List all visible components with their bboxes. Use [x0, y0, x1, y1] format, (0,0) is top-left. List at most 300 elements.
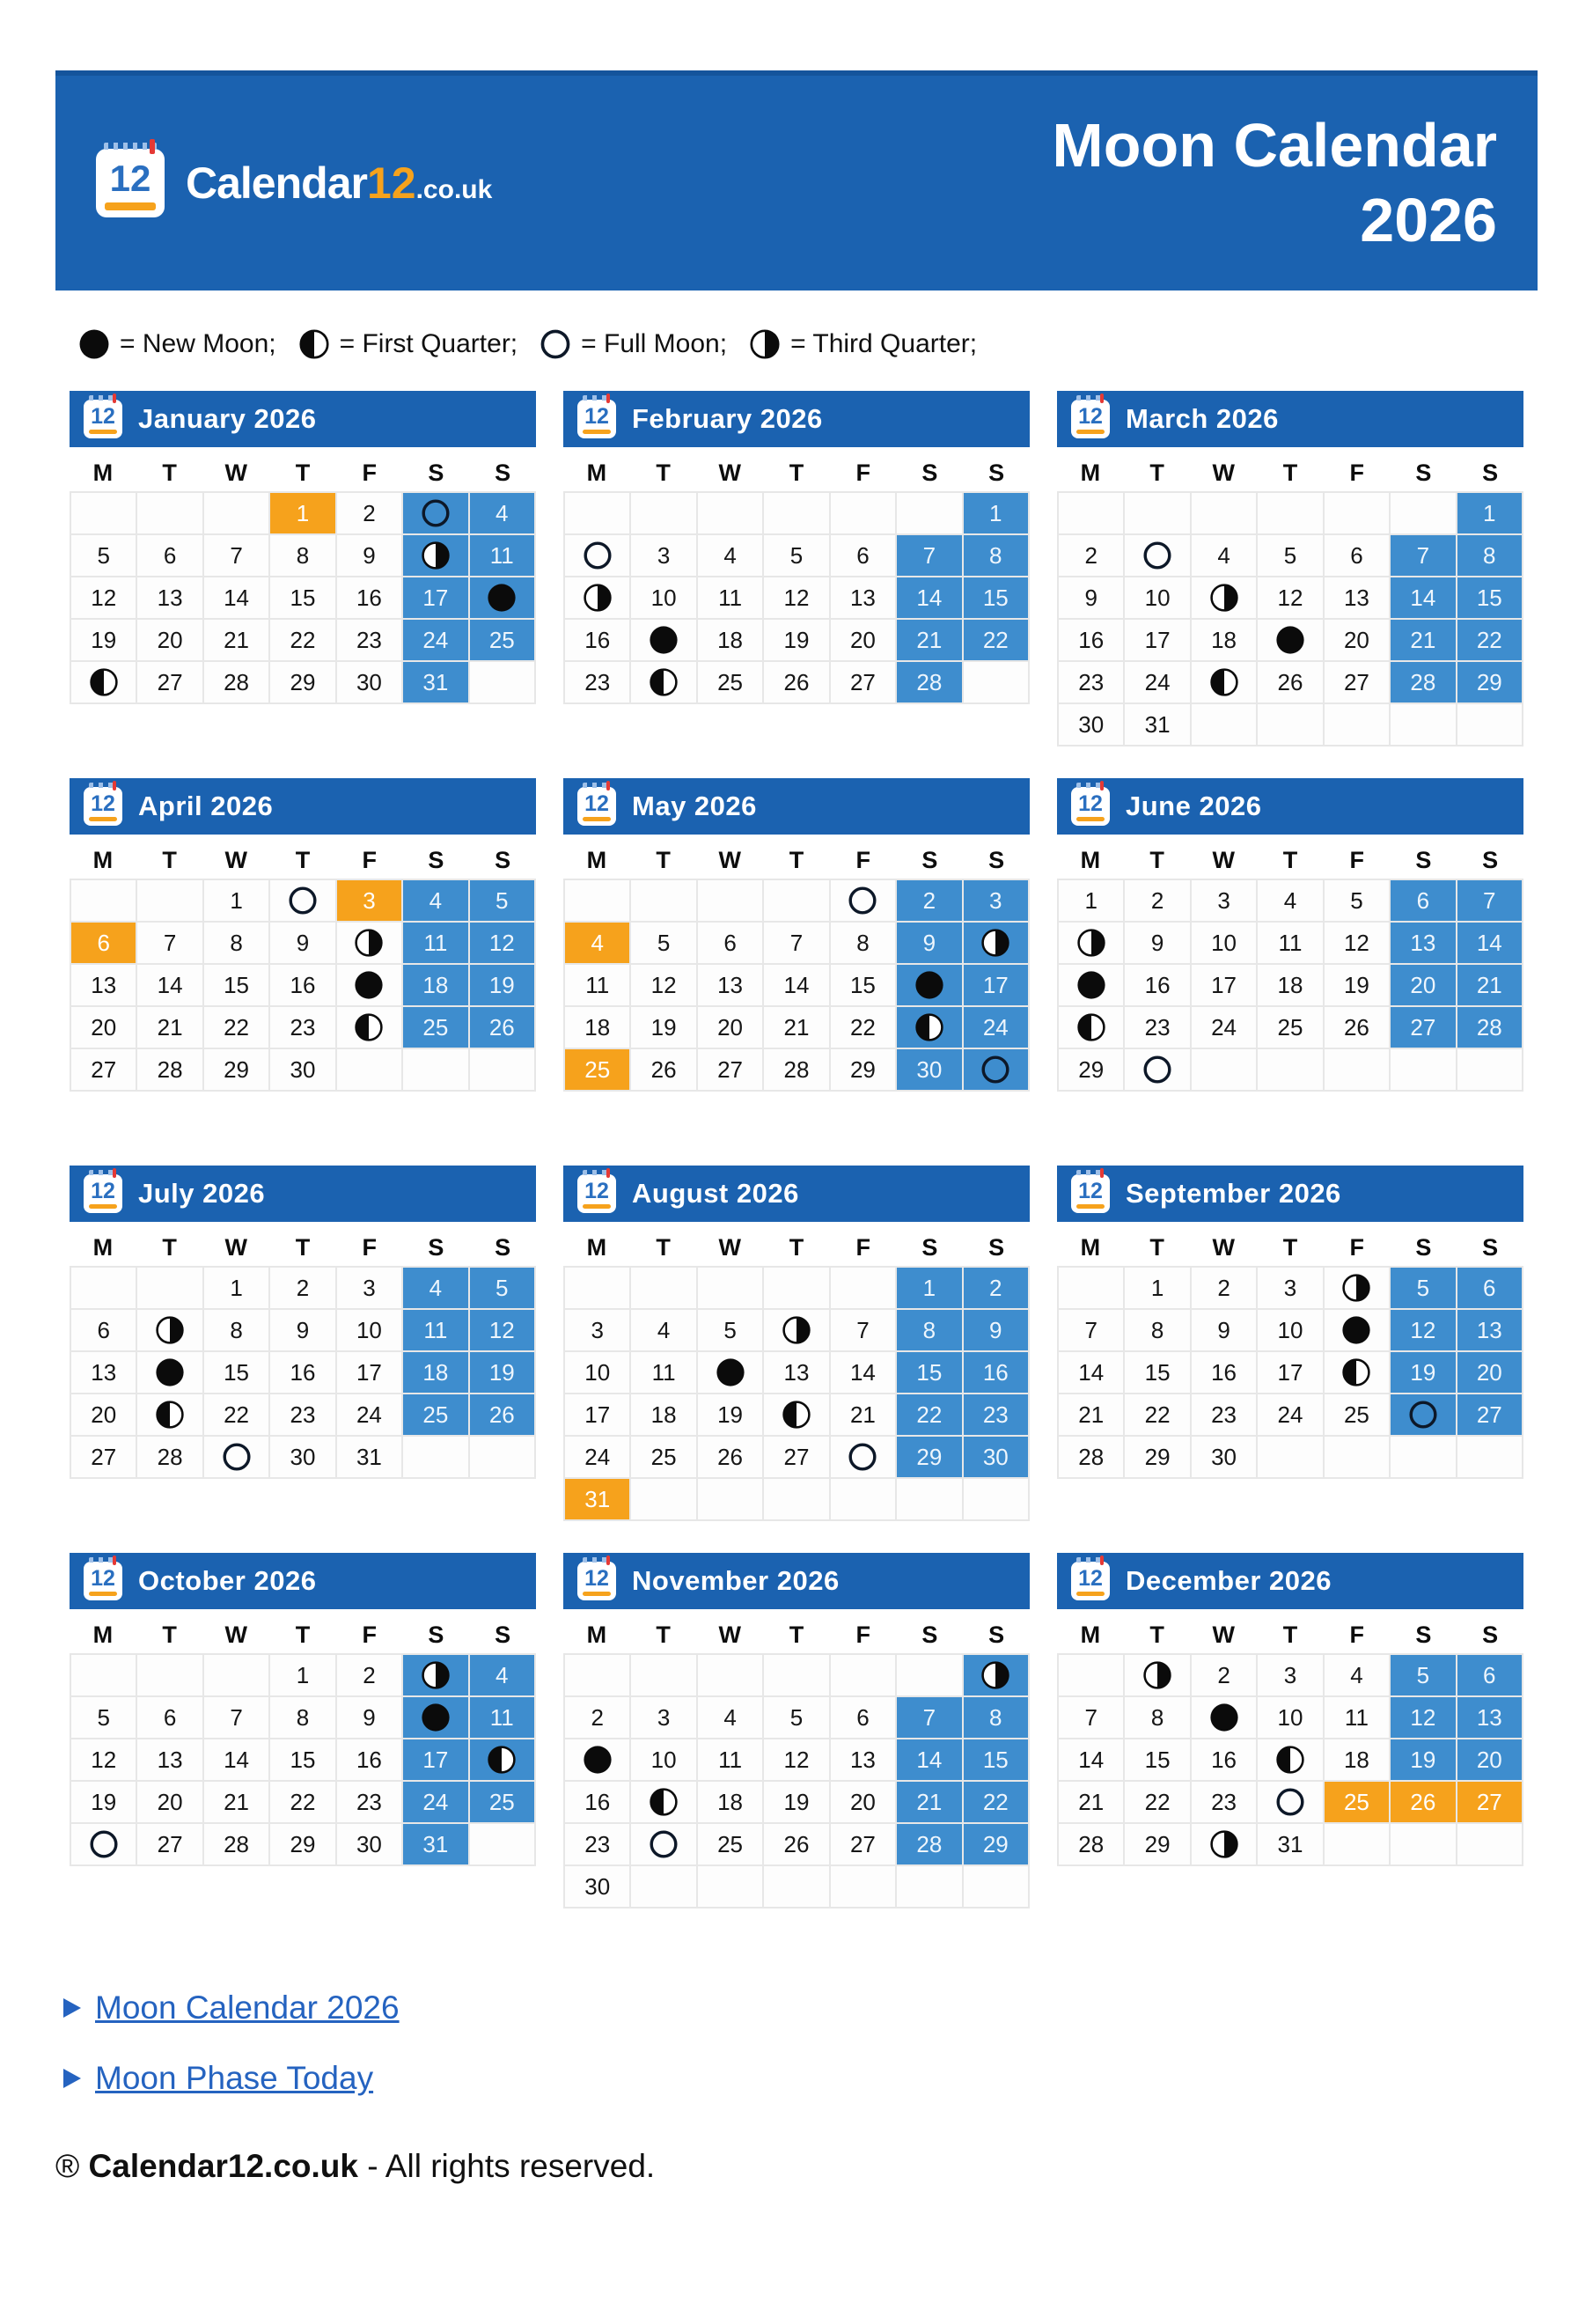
day-cell[interactable]: 27: [137, 662, 202, 702]
day-cell[interactable]: 9: [964, 1310, 1028, 1350]
day-cell[interactable]: 10: [1125, 577, 1189, 618]
day-cell[interactable]: 29: [831, 1049, 895, 1090]
day-cell[interactable]: 30: [337, 662, 401, 702]
third-moon-day-cell[interactable]: [1125, 1655, 1189, 1695]
day-cell[interactable]: 22: [204, 1007, 268, 1048]
day-cell[interactable]: 10: [565, 1352, 629, 1393]
new-moon-day-cell[interactable]: [403, 1697, 467, 1738]
day-cell[interactable]: 5: [71, 1697, 136, 1738]
day-cell[interactable]: 20: [137, 620, 202, 660]
new-moon-day-cell[interactable]: [1258, 620, 1322, 660]
day-cell[interactable]: 13: [71, 965, 136, 1005]
day-cell[interactable]: 13: [137, 1739, 202, 1780]
day-cell[interactable]: 6: [1457, 1655, 1522, 1695]
day-cell[interactable]: 8: [897, 1310, 961, 1350]
day-cell[interactable]: 6: [1325, 535, 1389, 576]
day-cell[interactable]: 21: [204, 1782, 268, 1822]
day-cell[interactable]: 29: [964, 1824, 1028, 1864]
day-cell[interactable]: 16: [1125, 965, 1189, 1005]
day-cell[interactable]: 16: [270, 1352, 334, 1393]
day-cell[interactable]: 1: [204, 880, 268, 921]
day-cell[interactable]: 26: [631, 1049, 695, 1090]
day-cell[interactable]: 3: [631, 535, 695, 576]
day-cell[interactable]: 28: [897, 1824, 961, 1864]
day-cell[interactable]: 30: [270, 1049, 334, 1090]
day-cell[interactable]: 13: [71, 1352, 136, 1393]
day-cell[interactable]: 18: [1258, 965, 1322, 1005]
day-cell[interactable]: 23: [270, 1394, 334, 1435]
day-cell[interactable]: 10: [1258, 1310, 1322, 1350]
day-cell[interactable]: 22: [831, 1007, 895, 1048]
third-moon-day-cell[interactable]: [1325, 1268, 1389, 1308]
day-cell[interactable]: 8: [964, 535, 1028, 576]
day-cell[interactable]: 26: [698, 1437, 762, 1477]
day-cell[interactable]: 27: [764, 1437, 828, 1477]
day-cell[interactable]: 21: [897, 620, 961, 660]
day-cell[interactable]: 18: [698, 1782, 762, 1822]
day-cell[interactable]: 8: [270, 535, 334, 576]
third-moon-day-cell[interactable]: [1059, 923, 1123, 963]
day-cell[interactable]: 7: [204, 535, 268, 576]
day-cell[interactable]: 16: [1192, 1739, 1256, 1780]
day-cell[interactable]: 28: [764, 1049, 828, 1090]
day-cell[interactable]: 11: [470, 535, 534, 576]
footer-link[interactable]: Moon Calendar 2026: [95, 1989, 400, 2026]
day-cell[interactable]: 4: [698, 1697, 762, 1738]
day-cell[interactable]: 9: [1192, 1310, 1256, 1350]
day-cell[interactable]: 4: [403, 880, 467, 921]
day-cell[interactable]: 26: [764, 662, 828, 702]
day-cell[interactable]: 23: [1059, 662, 1123, 702]
day-cell[interactable]: 19: [1391, 1739, 1455, 1780]
day-cell[interactable]: 23: [565, 1824, 629, 1864]
day-cell[interactable]: 9: [337, 535, 401, 576]
day-cell[interactable]: 9: [270, 923, 334, 963]
day-cell[interactable]: 1: [1457, 493, 1522, 533]
day-cell[interactable]: 29: [1125, 1824, 1189, 1864]
day-cell[interactable]: 6: [831, 1697, 895, 1738]
day-cell[interactable]: 5: [470, 880, 534, 921]
third-moon-day-cell[interactable]: [565, 577, 629, 618]
day-cell[interactable]: 24: [565, 1437, 629, 1477]
day-cell[interactable]: 17: [1258, 1352, 1322, 1393]
day-cell[interactable]: 2: [337, 493, 401, 533]
day-cell[interactable]: 2: [1125, 880, 1189, 921]
day-cell[interactable]: 21: [137, 1007, 202, 1048]
day-cell[interactable]: 11: [403, 923, 467, 963]
day-cell[interactable]: 4: [565, 923, 629, 963]
day-cell[interactable]: 22: [270, 620, 334, 660]
day-cell[interactable]: 7: [1391, 535, 1455, 576]
day-cell[interactable]: 30: [964, 1437, 1028, 1477]
day-cell[interactable]: 7: [764, 923, 828, 963]
day-cell[interactable]: 4: [1258, 880, 1322, 921]
day-cell[interactable]: 20: [1391, 965, 1455, 1005]
day-cell[interactable]: 23: [1192, 1782, 1256, 1822]
day-cell[interactable]: 25: [698, 1824, 762, 1864]
day-cell[interactable]: 19: [470, 965, 534, 1005]
day-cell[interactable]: 7: [897, 1697, 961, 1738]
day-cell[interactable]: 27: [1391, 1007, 1455, 1048]
first-moon-day-cell[interactable]: [1059, 1007, 1123, 1048]
day-cell[interactable]: 15: [831, 965, 895, 1005]
new-moon-day-cell[interactable]: [470, 577, 534, 618]
day-cell[interactable]: 31: [403, 1824, 467, 1864]
day-cell[interactable]: 4: [1325, 1655, 1389, 1695]
day-cell[interactable]: 30: [1059, 704, 1123, 745]
day-cell[interactable]: 13: [137, 577, 202, 618]
day-cell[interactable]: 5: [71, 535, 136, 576]
day-cell[interactable]: 15: [964, 577, 1028, 618]
day-cell[interactable]: 27: [831, 662, 895, 702]
day-cell[interactable]: 5: [764, 535, 828, 576]
day-cell[interactable]: 29: [1125, 1437, 1189, 1477]
day-cell[interactable]: 7: [204, 1697, 268, 1738]
full-moon-day-cell[interactable]: [1258, 1782, 1322, 1822]
day-cell[interactable]: 19: [631, 1007, 695, 1048]
day-cell[interactable]: 1: [964, 493, 1028, 533]
day-cell[interactable]: 2: [897, 880, 961, 921]
day-cell[interactable]: 7: [897, 535, 961, 576]
day-cell[interactable]: 21: [1391, 620, 1455, 660]
day-cell[interactable]: 8: [270, 1697, 334, 1738]
day-cell[interactable]: 26: [470, 1394, 534, 1435]
day-cell[interactable]: 24: [403, 620, 467, 660]
day-cell[interactable]: 12: [764, 577, 828, 618]
day-cell[interactable]: 2: [1192, 1268, 1256, 1308]
new-moon-day-cell[interactable]: [1325, 1310, 1389, 1350]
full-moon-day-cell[interactable]: [1125, 1049, 1189, 1090]
day-cell[interactable]: 19: [764, 1782, 828, 1822]
day-cell[interactable]: 27: [71, 1049, 136, 1090]
day-cell[interactable]: 15: [897, 1352, 961, 1393]
full-moon-day-cell[interactable]: [403, 493, 467, 533]
day-cell[interactable]: 12: [1258, 577, 1322, 618]
day-cell[interactable]: 23: [565, 662, 629, 702]
day-cell[interactable]: 24: [1192, 1007, 1256, 1048]
day-cell[interactable]: 18: [403, 1352, 467, 1393]
day-cell[interactable]: 27: [137, 1824, 202, 1864]
day-cell[interactable]: 18: [403, 965, 467, 1005]
day-cell[interactable]: 23: [964, 1394, 1028, 1435]
day-cell[interactable]: 20: [698, 1007, 762, 1048]
day-cell[interactable]: 20: [71, 1007, 136, 1048]
day-cell[interactable]: 15: [204, 965, 268, 1005]
day-cell[interactable]: 15: [270, 577, 334, 618]
day-cell[interactable]: 16: [964, 1352, 1028, 1393]
day-cell[interactable]: 9: [337, 1697, 401, 1738]
footer-link[interactable]: Moon Phase Today: [95, 2060, 374, 2096]
day-cell[interactable]: 22: [1125, 1394, 1189, 1435]
day-cell[interactable]: 15: [1125, 1739, 1189, 1780]
day-cell[interactable]: 6: [137, 1697, 202, 1738]
first-moon-day-cell[interactable]: [470, 1739, 534, 1780]
day-cell[interactable]: 6: [71, 1310, 136, 1350]
new-moon-day-cell[interactable]: [698, 1352, 762, 1393]
day-cell[interactable]: 13: [831, 577, 895, 618]
full-moon-day-cell[interactable]: [964, 1049, 1028, 1090]
day-cell[interactable]: 12: [470, 1310, 534, 1350]
day-cell[interactable]: 14: [897, 1739, 961, 1780]
full-moon-day-cell[interactable]: [1391, 1394, 1455, 1435]
day-cell[interactable]: 23: [1125, 1007, 1189, 1048]
day-cell[interactable]: 25: [403, 1394, 467, 1435]
new-moon-day-cell[interactable]: [137, 1352, 202, 1393]
day-cell[interactable]: 10: [631, 577, 695, 618]
day-cell[interactable]: 3: [337, 1268, 401, 1308]
day-cell[interactable]: 30: [897, 1049, 961, 1090]
day-cell[interactable]: 21: [1059, 1782, 1123, 1822]
third-moon-day-cell[interactable]: [964, 1655, 1028, 1695]
day-cell[interactable]: 25: [403, 1007, 467, 1048]
new-moon-day-cell[interactable]: [1059, 965, 1123, 1005]
day-cell[interactable]: 26: [764, 1824, 828, 1864]
day-cell[interactable]: 16: [1059, 620, 1123, 660]
day-cell[interactable]: 12: [764, 1739, 828, 1780]
day-cell[interactable]: 29: [1457, 662, 1522, 702]
third-moon-day-cell[interactable]: [403, 535, 467, 576]
full-moon-day-cell[interactable]: [71, 1824, 136, 1864]
day-cell[interactable]: 20: [1457, 1352, 1522, 1393]
day-cell[interactable]: 12: [71, 577, 136, 618]
day-cell[interactable]: 1: [270, 493, 334, 533]
day-cell[interactable]: 22: [1125, 1782, 1189, 1822]
day-cell[interactable]: 22: [1457, 620, 1522, 660]
day-cell[interactable]: 23: [337, 1782, 401, 1822]
day-cell[interactable]: 18: [1192, 620, 1256, 660]
day-cell[interactable]: 23: [270, 1007, 334, 1048]
day-cell[interactable]: 5: [698, 1310, 762, 1350]
day-cell[interactable]: 9: [897, 923, 961, 963]
day-cell[interactable]: 5: [470, 1268, 534, 1308]
day-cell[interactable]: 14: [897, 577, 961, 618]
day-cell[interactable]: 11: [1258, 923, 1322, 963]
day-cell[interactable]: 4: [470, 1655, 534, 1695]
day-cell[interactable]: 11: [631, 1352, 695, 1393]
day-cell[interactable]: 8: [204, 923, 268, 963]
day-cell[interactable]: 7: [137, 923, 202, 963]
day-cell[interactable]: 16: [337, 577, 401, 618]
day-cell[interactable]: 26: [470, 1007, 534, 1048]
day-cell[interactable]: 31: [337, 1437, 401, 1477]
day-cell[interactable]: 20: [71, 1394, 136, 1435]
third-moon-day-cell[interactable]: [137, 1310, 202, 1350]
day-cell[interactable]: 7: [1457, 880, 1522, 921]
day-cell[interactable]: 21: [1059, 1394, 1123, 1435]
day-cell[interactable]: 4: [698, 535, 762, 576]
first-moon-day-cell[interactable]: [631, 662, 695, 702]
day-cell[interactable]: 17: [565, 1394, 629, 1435]
third-moon-day-cell[interactable]: [764, 1310, 828, 1350]
day-cell[interactable]: 22: [897, 1394, 961, 1435]
day-cell[interactable]: 22: [964, 620, 1028, 660]
day-cell[interactable]: 20: [137, 1782, 202, 1822]
first-moon-day-cell[interactable]: [1325, 1352, 1389, 1393]
day-cell[interactable]: 3: [1258, 1268, 1322, 1308]
day-cell[interactable]: 30: [565, 1866, 629, 1907]
third-moon-day-cell[interactable]: [337, 923, 401, 963]
day-cell[interactable]: 28: [137, 1437, 202, 1477]
day-cell[interactable]: 16: [565, 1782, 629, 1822]
day-cell[interactable]: 2: [337, 1655, 401, 1695]
day-cell[interactable]: 31: [1125, 704, 1189, 745]
day-cell[interactable]: 18: [631, 1394, 695, 1435]
third-moon-day-cell[interactable]: [964, 923, 1028, 963]
day-cell[interactable]: 13: [1457, 1310, 1522, 1350]
full-moon-day-cell[interactable]: [831, 1437, 895, 1477]
day-cell[interactable]: 17: [1125, 620, 1189, 660]
day-cell[interactable]: 4: [470, 493, 534, 533]
day-cell[interactable]: 6: [698, 923, 762, 963]
day-cell[interactable]: 31: [403, 662, 467, 702]
day-cell[interactable]: 27: [1457, 1782, 1522, 1822]
day-cell[interactable]: 27: [71, 1437, 136, 1477]
day-cell[interactable]: 9: [1125, 923, 1189, 963]
day-cell[interactable]: 28: [137, 1049, 202, 1090]
day-cell[interactable]: 12: [1391, 1310, 1455, 1350]
day-cell[interactable]: 10: [337, 1310, 401, 1350]
day-cell[interactable]: 12: [1325, 923, 1389, 963]
day-cell[interactable]: 19: [764, 620, 828, 660]
day-cell[interactable]: 12: [631, 965, 695, 1005]
day-cell[interactable]: 22: [270, 1782, 334, 1822]
day-cell[interactable]: 3: [1192, 880, 1256, 921]
day-cell[interactable]: 9: [270, 1310, 334, 1350]
day-cell[interactable]: 26: [1391, 1782, 1455, 1822]
day-cell[interactable]: 21: [1457, 965, 1522, 1005]
day-cell[interactable]: 27: [698, 1049, 762, 1090]
day-cell[interactable]: 28: [1457, 1007, 1522, 1048]
first-moon-day-cell[interactable]: [631, 1782, 695, 1822]
day-cell[interactable]: 13: [1325, 577, 1389, 618]
day-cell[interactable]: 18: [698, 620, 762, 660]
day-cell[interactable]: 26: [1325, 1007, 1389, 1048]
third-moon-day-cell[interactable]: [1192, 577, 1256, 618]
day-cell[interactable]: 14: [831, 1352, 895, 1393]
day-cell[interactable]: 29: [1059, 1049, 1123, 1090]
day-cell[interactable]: 7: [1059, 1697, 1123, 1738]
day-cell[interactable]: 4: [631, 1310, 695, 1350]
day-cell[interactable]: 11: [1325, 1697, 1389, 1738]
day-cell[interactable]: 20: [1325, 620, 1389, 660]
day-cell[interactable]: 2: [964, 1268, 1028, 1308]
first-moon-day-cell[interactable]: [1192, 662, 1256, 702]
day-cell[interactable]: 12: [470, 923, 534, 963]
day-cell[interactable]: 13: [831, 1739, 895, 1780]
new-moon-day-cell[interactable]: [1192, 1697, 1256, 1738]
day-cell[interactable]: 5: [631, 923, 695, 963]
day-cell[interactable]: 18: [565, 1007, 629, 1048]
third-moon-day-cell[interactable]: [1192, 1824, 1256, 1864]
day-cell[interactable]: 4: [1192, 535, 1256, 576]
full-moon-day-cell[interactable]: [1125, 535, 1189, 576]
day-cell[interactable]: 22: [964, 1782, 1028, 1822]
day-cell[interactable]: 7: [1059, 1310, 1123, 1350]
full-moon-day-cell[interactable]: [204, 1437, 268, 1477]
day-cell[interactable]: 15: [270, 1739, 334, 1780]
day-cell[interactable]: 14: [1457, 923, 1522, 963]
day-cell[interactable]: 11: [698, 577, 762, 618]
day-cell[interactable]: 16: [337, 1739, 401, 1780]
day-cell[interactable]: 5: [1325, 880, 1389, 921]
day-cell[interactable]: 5: [764, 1697, 828, 1738]
day-cell[interactable]: 14: [204, 1739, 268, 1780]
day-cell[interactable]: 8: [831, 923, 895, 963]
day-cell[interactable]: 14: [1059, 1352, 1123, 1393]
day-cell[interactable]: 7: [831, 1310, 895, 1350]
day-cell[interactable]: 21: [831, 1394, 895, 1435]
day-cell[interactable]: 25: [1325, 1394, 1389, 1435]
day-cell[interactable]: 1: [270, 1655, 334, 1695]
day-cell[interactable]: 20: [831, 620, 895, 660]
day-cell[interactable]: 30: [1192, 1437, 1256, 1477]
day-cell[interactable]: 11: [698, 1739, 762, 1780]
day-cell[interactable]: 29: [270, 1824, 334, 1864]
day-cell[interactable]: 25: [1258, 1007, 1322, 1048]
day-cell[interactable]: 8: [1125, 1310, 1189, 1350]
new-moon-day-cell[interactable]: [897, 965, 961, 1005]
day-cell[interactable]: 5: [1391, 1268, 1455, 1308]
day-cell[interactable]: 8: [1125, 1697, 1189, 1738]
day-cell[interactable]: 24: [403, 1782, 467, 1822]
day-cell[interactable]: 3: [964, 880, 1028, 921]
day-cell[interactable]: 29: [897, 1437, 961, 1477]
full-moon-day-cell[interactable]: [631, 1824, 695, 1864]
third-moon-day-cell[interactable]: [403, 1655, 467, 1695]
day-cell[interactable]: 1: [204, 1268, 268, 1308]
day-cell[interactable]: 28: [1059, 1437, 1123, 1477]
full-moon-day-cell[interactable]: [565, 535, 629, 576]
day-cell[interactable]: 27: [1457, 1394, 1522, 1435]
day-cell[interactable]: 1: [1125, 1268, 1189, 1308]
day-cell[interactable]: 12: [1391, 1697, 1455, 1738]
day-cell[interactable]: 19: [1325, 965, 1389, 1005]
day-cell[interactable]: 31: [1258, 1824, 1322, 1864]
day-cell[interactable]: 21: [204, 620, 268, 660]
day-cell[interactable]: 19: [71, 1782, 136, 1822]
day-cell[interactable]: 6: [1457, 1268, 1522, 1308]
first-moon-day-cell[interactable]: [897, 1007, 961, 1048]
day-cell[interactable]: 24: [1258, 1394, 1322, 1435]
day-cell[interactable]: 23: [1192, 1394, 1256, 1435]
day-cell[interactable]: 16: [565, 620, 629, 660]
day-cell[interactable]: 1: [1059, 880, 1123, 921]
day-cell[interactable]: 6: [831, 535, 895, 576]
day-cell[interactable]: 25: [1325, 1782, 1389, 1822]
day-cell[interactable]: 13: [1391, 923, 1455, 963]
day-cell[interactable]: 2: [565, 1697, 629, 1738]
day-cell[interactable]: 8: [964, 1697, 1028, 1738]
day-cell[interactable]: 4: [403, 1268, 467, 1308]
day-cell[interactable]: 14: [137, 965, 202, 1005]
full-moon-day-cell[interactable]: [831, 880, 895, 921]
day-cell[interactable]: 31: [565, 1479, 629, 1519]
day-cell[interactable]: 17: [964, 965, 1028, 1005]
day-cell[interactable]: 5: [1391, 1655, 1455, 1695]
day-cell[interactable]: 29: [270, 662, 334, 702]
day-cell[interactable]: 11: [403, 1310, 467, 1350]
day-cell[interactable]: 15: [204, 1352, 268, 1393]
day-cell[interactable]: 25: [470, 620, 534, 660]
day-cell[interactable]: 3: [1258, 1655, 1322, 1695]
day-cell[interactable]: 20: [1457, 1739, 1522, 1780]
day-cell[interactable]: 24: [337, 1394, 401, 1435]
day-cell[interactable]: 19: [1391, 1352, 1455, 1393]
day-cell[interactable]: 2: [1192, 1655, 1256, 1695]
first-moon-day-cell[interactable]: [764, 1394, 828, 1435]
day-cell[interactable]: 17: [403, 577, 467, 618]
day-cell[interactable]: 10: [1192, 923, 1256, 963]
